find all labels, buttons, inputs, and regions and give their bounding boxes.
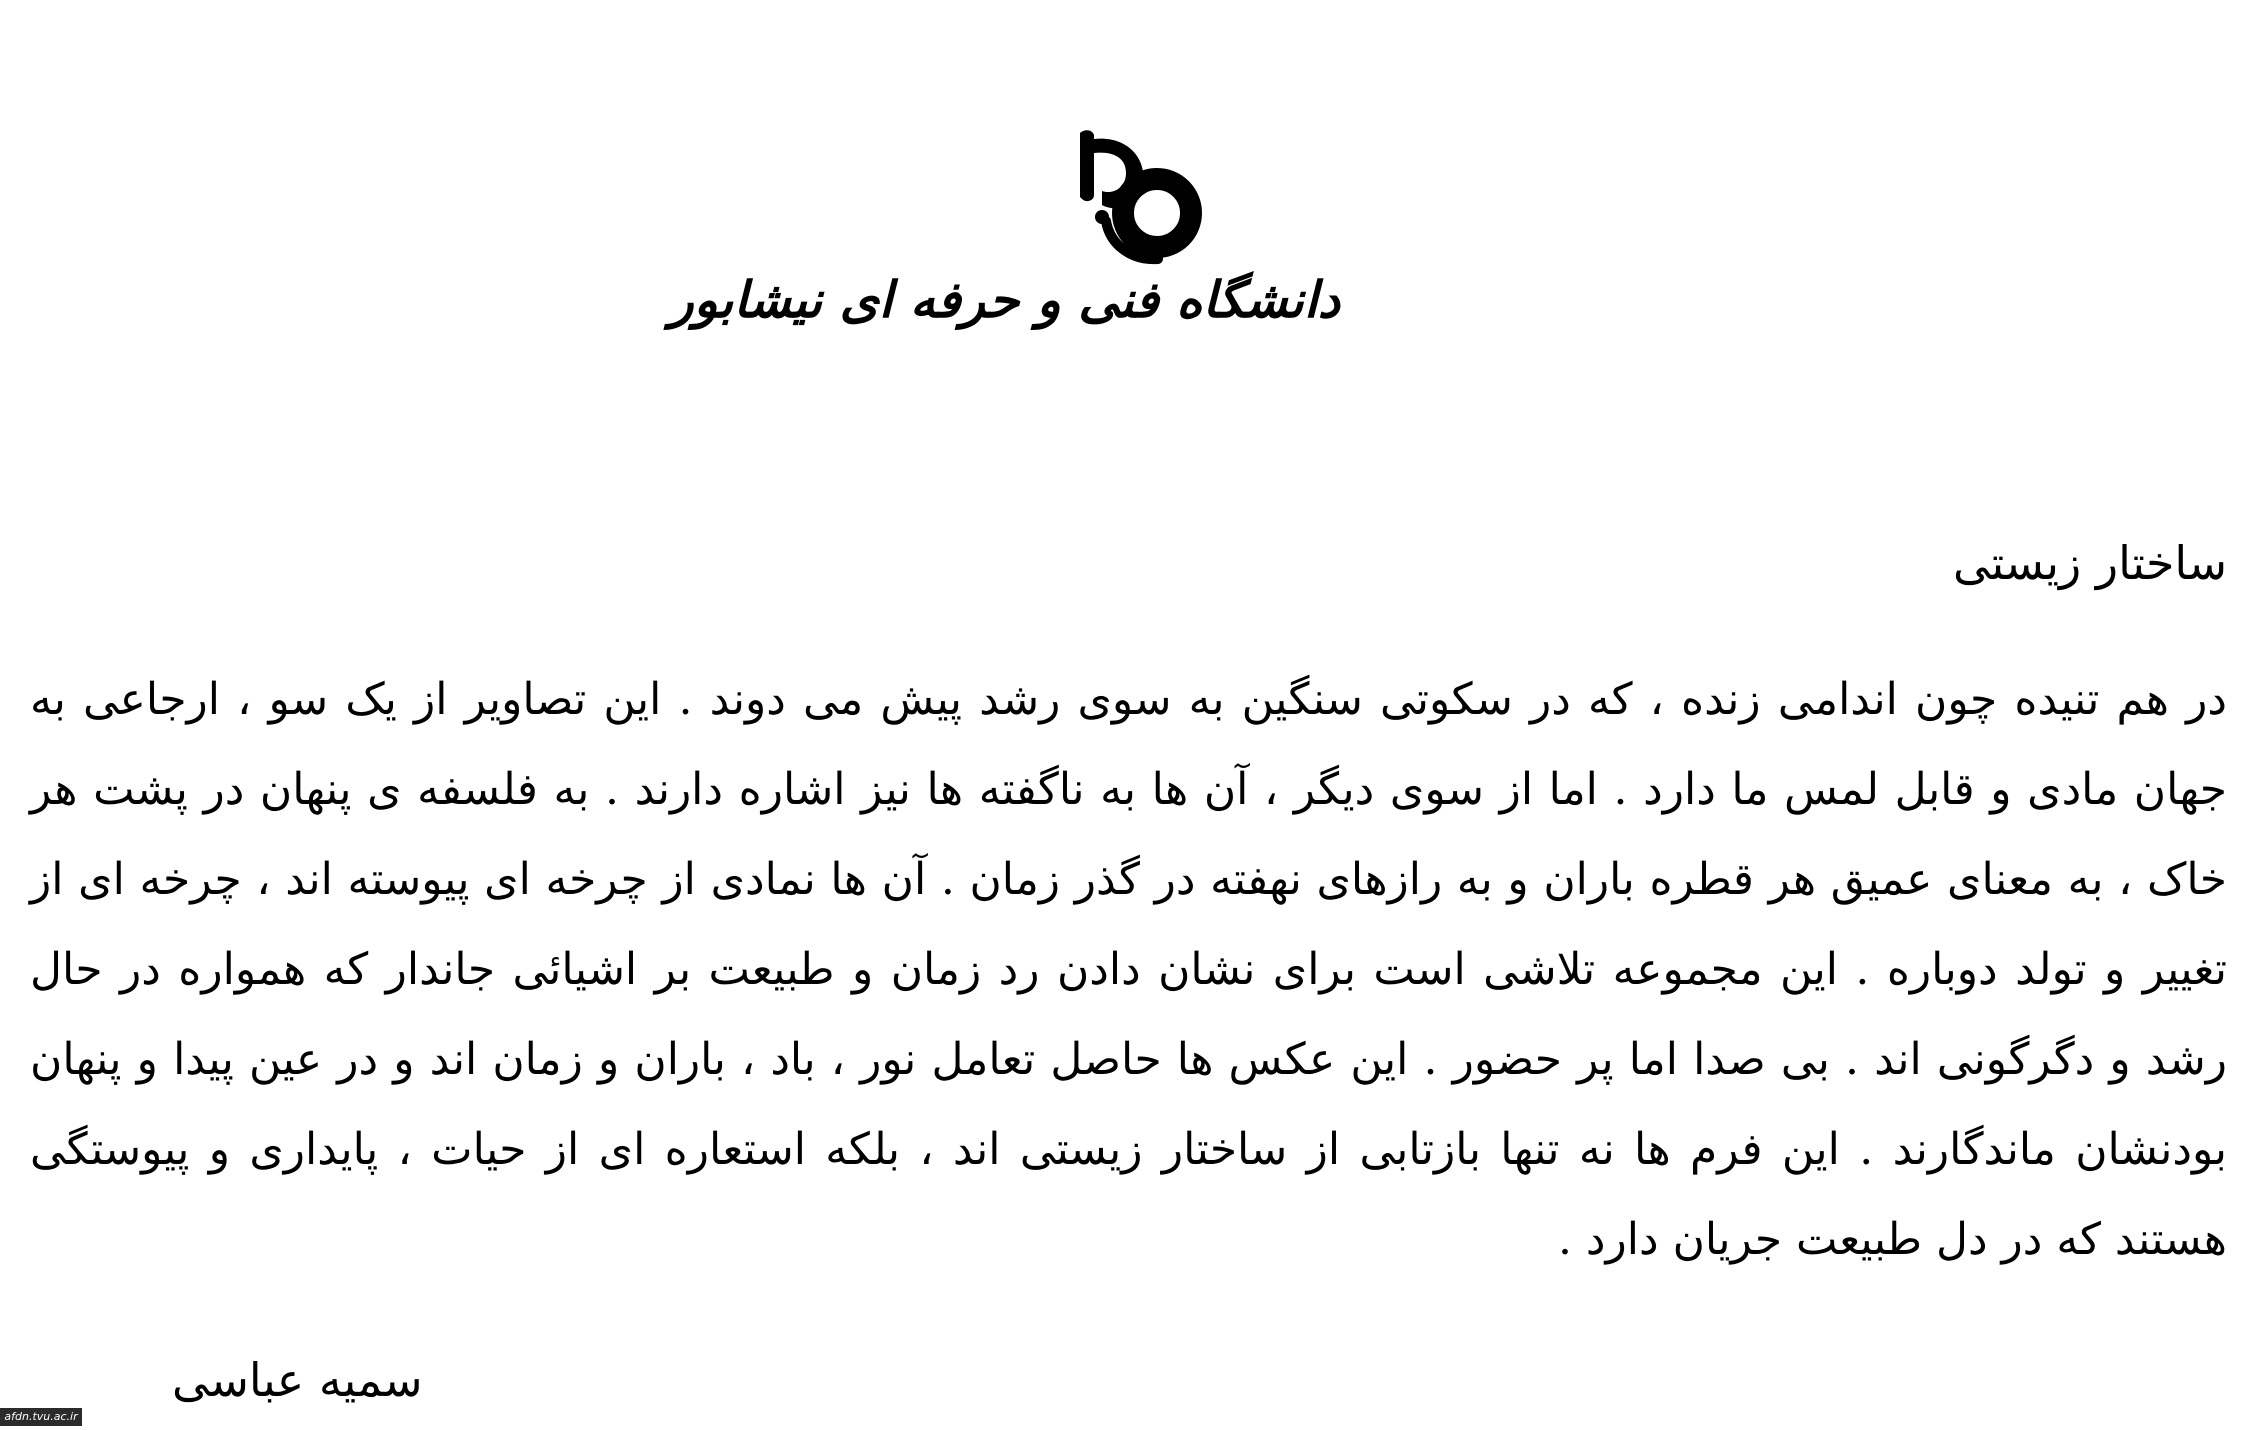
author-name: سمیه عباسی (172, 1353, 423, 1407)
site-watermark: afdn.tvu.ac.ir (0, 1408, 82, 1426)
document-title: ساختار زیستی (1952, 536, 2227, 590)
university-emblem-icon (1062, 125, 1207, 265)
document-body: در هم تنیده چون اندامی زنده ، که در سکوتی سنگین به سوی رشد پیش می دوند . این تصاویر از یک سو ، ارجاعی به جهان مادی و قابل لمس ما دارد . اما از سوی دیگر ، آن ها به ناگفته ها نیز اشاره دارند . به فلسفه ی پنهان در پشت هر خاک ، به معنای عمیق هر قطره باران و به رازهای نهفته در گذر زمان . آن ها نمادی از چرخه ای پیوسته اند ، چرخه ای از تغییر و تولد دوباره . این مجموعه تلاشی است برای نشان دادن رد زمان و طبیعت بر اشیائی جاندار که همواره در حال رشد و دگرگونی اند . بی صدا اما پر حضور . این عکس ها حاصل تعامل نور ، باد ، باران و زمان اند و در عین پیدا و پنهان بودنشان ماندگارند . این فرم ها نه تنها بازتابی از ساختار زیستی اند ، بلکه استعاره ای از حیات ، پایداری و پیوستگی هستند که در دل طبیعت جریان دارد . (30, 674, 2227, 1265)
university-name: دانشگاه فنی و حرفه ای نیشابور (669, 270, 1340, 329)
university-logo (669, 125, 1340, 355)
